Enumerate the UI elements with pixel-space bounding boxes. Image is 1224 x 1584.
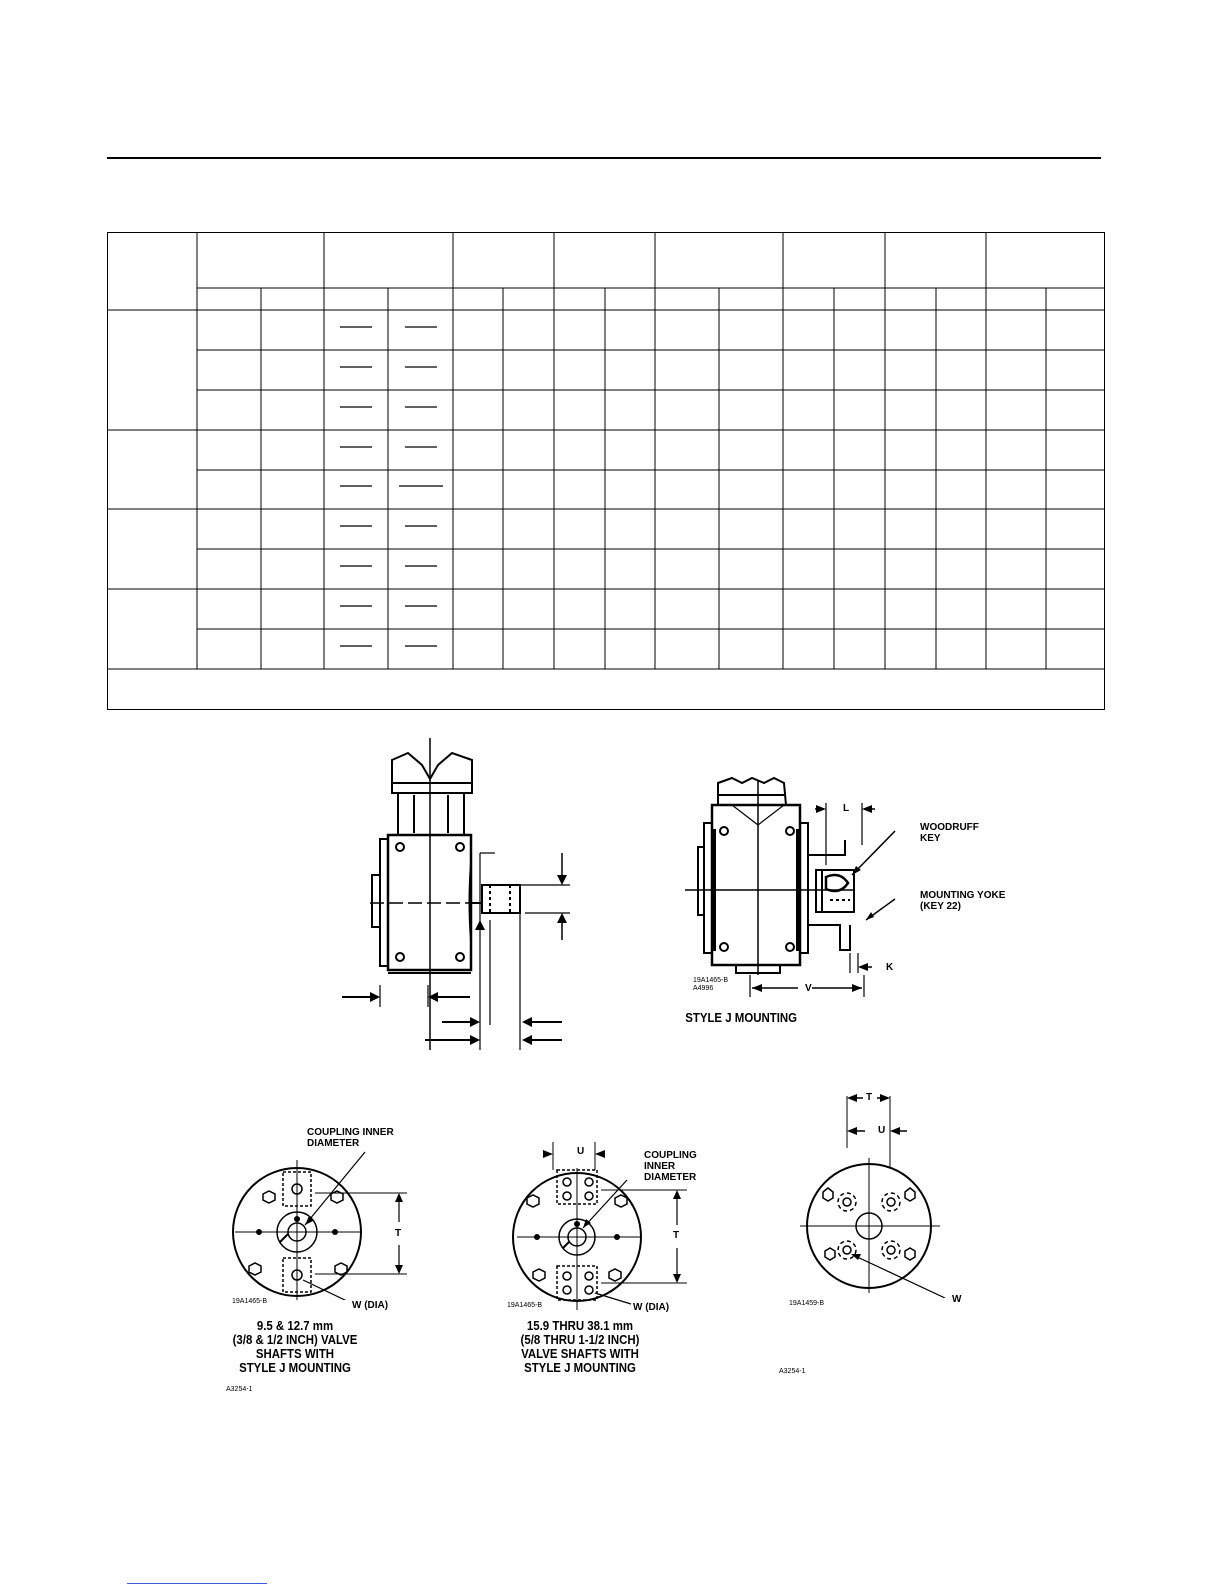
drawing-number: 19A1465-B	[693, 977, 729, 984]
style-j-mounting-drawing	[680, 775, 900, 1005]
label-l: L	[843, 803, 850, 814]
label-k: K	[886, 962, 894, 973]
label-t: T	[866, 1092, 873, 1103]
large-shaft-caption: 15.9 THRU 38.1 mm (5/8 THRU 1-1/2 INCH) VALVE SHAFTS WITH STYLE J MOUNTING	[520, 1318, 640, 1375]
flange-bolt-pattern-drawing	[795, 1088, 975, 1298]
mounting-yoke-label: MOUNTING YOKE (KEY 22)	[920, 890, 1006, 912]
woodruff-key-label: WOODRUFF KEY	[920, 822, 979, 844]
drawing-number: 19A1465-B	[507, 1302, 543, 1309]
label-v: V	[805, 983, 812, 994]
drawing-number: 19A1459-B	[789, 1300, 825, 1307]
label-t: T	[673, 1230, 680, 1241]
drawing-number: 19A1465-B	[232, 1298, 268, 1305]
header-rule	[107, 157, 1101, 159]
label-w: W	[952, 1294, 962, 1305]
dimensions-table	[107, 232, 1106, 710]
small-shaft-flange-drawing	[225, 1130, 425, 1300]
reference-number: A3254-1	[226, 1386, 253, 1393]
label-u: U	[577, 1146, 585, 1157]
reference-number: A3254-1	[779, 1368, 806, 1375]
w-dia-label: W (DIA)	[352, 1300, 389, 1311]
label-t: T	[395, 1228, 402, 1239]
coupling-inner-diameter-label: COUPLING INNER DIAMETER	[644, 1150, 697, 1183]
label-u: U	[878, 1125, 886, 1136]
w-dia-label: W (DIA)	[633, 1302, 670, 1313]
style-j-mounting-caption: STYLE J MOUNTING	[685, 1010, 798, 1025]
actuator-side-view-drawing	[330, 735, 580, 1055]
coupling-inner-diameter-label: COUPLING INNER DIAMETER	[307, 1127, 394, 1149]
drawing-number: A4996	[693, 985, 714, 992]
small-shaft-caption: 9.5 & 12.7 mm (3/8 & 1/2 INCH) VALVE SHAFTS WITH STYLE J MOUNTING	[232, 1318, 358, 1375]
